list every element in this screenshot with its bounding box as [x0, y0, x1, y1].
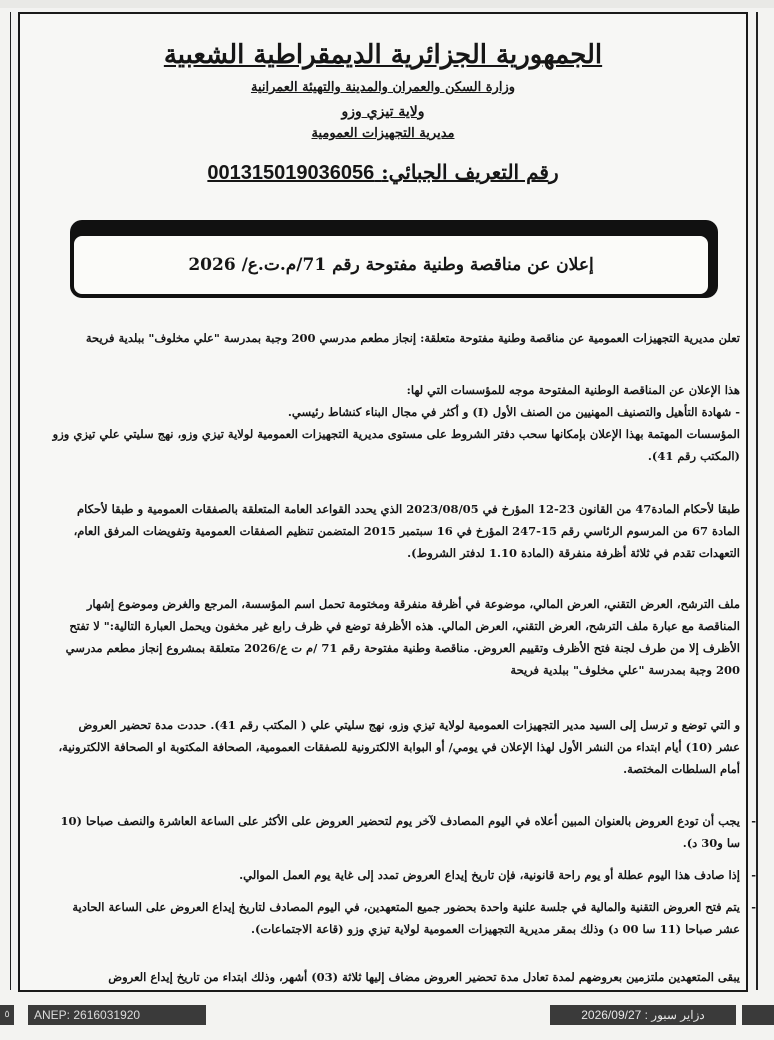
intro-paragraph: [52, 327, 740, 349]
wilaya-heading: ولاية تيزي وزو: [341, 104, 425, 120]
footer-mark: [742, 1005, 774, 1025]
directorate-heading: مديرية التجهيزات العمومية: [311, 126, 455, 141]
footer-edge: ٥: [0, 1005, 14, 1025]
submission-paragraph: [52, 714, 740, 780]
closing-text: يبقى المتعهدين ملتزمين بعروضهم لمدة تعادل مدة تحضير العروض مضاف إليها ثلاثة (03) أشهر، وذلك ابتداء من تاريخ إيداع العروض: [108, 970, 740, 984]
list-item: - يجب أن تودع العروض بالعنوان المبين أعلاه في اليوم المصادف لآخر يوم لتحضير العروض على الأكثر على الساعة العاشرة والنصف صباحا (10 سا و30 د).: [52, 810, 740, 854]
legal-basis-text: طبقا لأحكام المادة47 من القانون 23-12 المؤرخ في 2023/08/05 الذي يحدد القواعد العامة المتعلقة بالصفقات العمومية و طبقا لأحكام المادة 67 من المرسوم الرئاسي رقم 15-247 المؤرخ في 16 سبتمبر 2015 المتضمن تنظيم الصفقات العمومية وتفويضات المرفق العام، التعهدات تقدم في ثلاثة أظرفة منفرقة (المادة 1.10 لدفتر الشروط).: [73, 502, 740, 560]
offers-paragraph: [52, 593, 740, 681]
conditions-list: [52, 810, 758, 950]
tax-id-label: رقم التعريف الجبائي:: [381, 160, 559, 184]
left-column-rule: [10, 12, 11, 990]
top-strip: [0, 0, 774, 8]
submission-text: و التي توضع و ترسل إلى السيد مدير التجهيزات العمومية لولاية تيزي وزو، نهج سليتي علي ( المكتب رقم 41). حددت مدة تحضير العروض عشر (10) أيام ابتداء من النشر الأول لهذا الإعلان في يومي/ أو البوابة الالكترونية للصفقات العمومية، الصحافة المكتوبة او الصحافة الالكترونية، أمام السلطات المختصة.: [58, 718, 740, 776]
eligibility-section: [52, 379, 740, 467]
eligibility-title: هذا الإعلان عن المناقصة الوطنية المفتوحة موجه للمؤسسات التي لها:: [406, 383, 740, 397]
withdrawal-text: المؤسسات المهتمة بهذا الإعلان بإمكانها سحب دفتر الشروط على مستوى مديرية التجهيزات العمومية لولاية تيزي وزو، نهج سليتي علي تيزي وزو (المكتب رقم 41).: [52, 427, 740, 463]
anep-reference: ANEP: 2616031920: [28, 1005, 206, 1025]
tender-title-banner: [72, 234, 710, 296]
tax-id-line: [20, 160, 746, 185]
list-item: - إذا صادف هذا اليوم عطلة أو يوم راحة قانونية، فإن تاريخ إيداع العروض تمدد إلى غاية يوم العمل الموالي.: [52, 864, 740, 886]
tender-title: إعلان عن مناقصة وطنية مفتوحة رقم 71/م.ت.ع/ 2026: [188, 255, 594, 275]
intro-text: تعلن مديرية التجهيزات العمومية عن مناقصة وطنية مفتوحة متعلقة: إنجاز مطعم مدرسي 200 وجبة بمدرسة "علي مخلوف" ببلدية فريحة: [85, 331, 740, 345]
offers-text: ملف الترشح، العرض التقني، العرض المالي، موضوعة في أظرفة منفرقة ومختومة تحمل اسم المؤسسة، المرجع والغرض وموضوع إشهار المناقصة مع عبارة ملف الترشح، العرض التقني، العرض المالي. هذه الأظرفة توضع في ظرف رابع غير مخفون ويحمل العبارة التالية:" لا تفتح الأظرف إلا من طرف لجنة فتح الأظرف وتقييم العروض. مناقصة وطنية مفتوحة رقم 71 /م ت ع/2026 متعلقة بمشروع إنجاز مطعم مدرسي 200 وجبة بمدرسة "علي مخلوف" ببلدية فريحة: [65, 597, 740, 677]
legal-basis-paragraph: [52, 498, 740, 564]
publication-date: دزاير سبور : 2026/09/27: [550, 1005, 736, 1025]
republic-heading: الجمهورية الجزائرية الديمقراطية الشعبية: [163, 40, 603, 70]
list-item: - يتم فتح العروض التقنية والمالية في جلسة علنية واحدة بحضور جميع المتعهدين، في اليوم المصادف لتاريخ إيداع العروض على الساعة الحادية عشر صباحا (11 سا 00 د) وذلك بمقر مديرية التجهيزات العمومية لولاية تيزي وزو (قاعة الاجتماعات).: [52, 896, 740, 940]
announcement-frame: [18, 12, 748, 992]
closing-paragraph: [52, 966, 740, 988]
eligibility-item: - شهادة التأهيل والتصنيف المهنيين من الصنف الأول (I) و أكثر في مجال البناء كنشاط رئيسي.: [287, 405, 740, 419]
tax-id-value: 001315019036056: [207, 162, 375, 184]
ministry-heading: وزارة السكن والعمران والمدينة والتهيئة العمرانية: [250, 80, 516, 95]
